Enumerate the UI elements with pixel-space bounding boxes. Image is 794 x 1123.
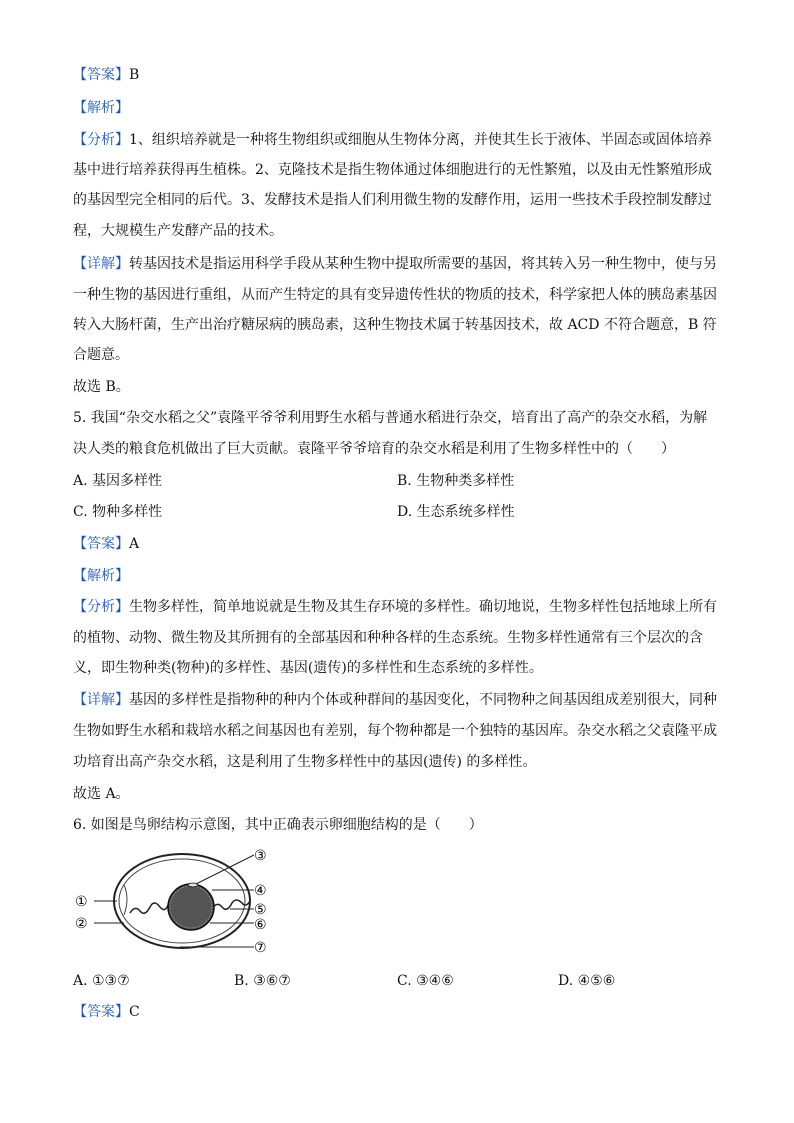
answer-tag: 【答案】: [73, 536, 129, 552]
fenxi-text: 生物多样性，简单地说就是生物及其生存环境的多样性。确切地说，生物多样性包括地球上所有: [129, 599, 717, 615]
answer-value: A: [129, 536, 140, 552]
q5-analysis-heading: [73, 566, 129, 586]
xiangjie-tag: 【详解】: [73, 692, 129, 708]
answer-value: C: [129, 1004, 140, 1020]
q4-fenxi-line-3: 的基因型完全相同的后代。3、发酵技术是指人们利用微生物的发酵作用，运用一些技术手段控制发酵过: [73, 192, 712, 208]
xiangjie-text: 转基因技术是指运用科学手段从某种生物中提取所需要的基因，将其转入另一种生物中，使与另: [129, 256, 717, 272]
q6-option-c: C. ③④⑥: [397, 973, 454, 989]
answer-tag: 【答案】: [73, 67, 129, 83]
q4-conclusion: 故选 B。: [73, 379, 130, 395]
q4-xiangjie-line-1: [73, 254, 717, 274]
q6-stem: 6. 如图是鸟卵结构示意图，其中正确表示卵细胞结构的是（ ）: [73, 817, 483, 833]
q4-analysis-heading: [73, 98, 129, 118]
label-1: ①: [75, 894, 88, 910]
q5-stem-line-1: 5. 我国“杂交水稻之父”袁隆平爷爷利用野生水稻与普通水稻进行杂交，培育出了高产的杂交水稻，为解: [73, 410, 708, 426]
q6-answer-line: [73, 1002, 140, 1022]
q5-fenxi-line-2: 的植物、动物、微生物及其所拥有的全部基因和种种各样的生态系统。生物多样性通常有三个层次的含: [73, 630, 703, 646]
fenxi-tag: 【分析】: [73, 132, 129, 148]
q4-xiangjie-line-3: 转入大肠杆菌，生产出治疗糖尿病的胰岛素，这种生物技术属于转基因技术，故 ACD 不符合题意，B 符: [73, 317, 717, 333]
q4-fenxi-line-4: 程，大规模生产发酵产品的技术。: [73, 223, 283, 239]
label-5: ⑤: [254, 902, 267, 918]
answer-value: B: [129, 67, 140, 83]
yolk: [168, 884, 214, 930]
label-4: ④: [254, 883, 267, 899]
label-2: ②: [75, 916, 88, 932]
q4-fenxi-line-1: [73, 130, 712, 150]
xiangjie-text: 基因的多样性是指物种的种内个体或种群间的基因变化，不同物种之间基因组成差别很大，同种: [129, 692, 717, 708]
analysis-tag: 【解析】: [73, 568, 129, 584]
q6-option-b: B. ③⑥⑦: [234, 973, 291, 989]
label-7: ⑦: [254, 940, 267, 953]
bird-egg-diagram: [70, 843, 280, 953]
q4-xiangjie-line-2: 一种生物的基因进行重组，从而产生特定的具有变异遗传性状的物质的技术，科学家把人体的胰岛素基因: [73, 287, 717, 303]
label-6: ⑥: [254, 917, 267, 933]
label-3: ③: [254, 848, 267, 864]
q5-conclusion: 故选 A。: [73, 786, 130, 802]
bird-egg-svg: [70, 843, 280, 953]
fenxi-text: 1、组织培养就是一种将生物组织或细胞从生物体分离，并使其生长于液体、半固态或固体培养: [129, 132, 712, 148]
q6-option-a: A. ①③⑦: [73, 973, 130, 989]
q4-fenxi-line-2: 基中进行培养获得再生植株。2、克隆技术是指生物体通过体细胞进行的无性繁殖，以及由无性繁殖形成: [73, 162, 712, 178]
q5-fenxi-line-1: [73, 597, 717, 617]
q5-option-c: C. 物种多样性: [73, 504, 163, 520]
fenxi-tag: 【分析】: [73, 599, 129, 615]
q5-xiangjie-line-3: 功培育出高产杂交水稻，这是利用了生物多样性中的基因(遗传) 的多样性。: [73, 754, 537, 770]
q5-option-b: B. 生物种类多样性: [397, 473, 515, 489]
q5-xiangjie-line-1: [73, 690, 717, 710]
q5-stem-line-2: 决人类的粮食危机做出了巨大贡献。袁隆平爷爷培育的杂交水稻是利用了生物多样性中的（ ）: [73, 441, 675, 457]
q5-option-d: D. 生态系统多样性: [397, 504, 515, 520]
analysis-tag: 【解析】: [73, 100, 129, 116]
answer-tag: 【答案】: [73, 1004, 129, 1020]
q5-fenxi-line-3: 义，即生物种类(物种)的多样性、基因(遗传)的多样性和生态系统的多样性。: [73, 660, 543, 676]
q5-option-a: A. 基因多样性: [73, 473, 163, 489]
xiangjie-tag: 【详解】: [73, 256, 129, 272]
q5-xiangjie-line-2: 生物如野生水稻和栽培水稻之间基因也有差别，每个物种都是一个独特的基因库。杂交水稻之父袁隆平成: [73, 723, 717, 739]
q6-option-d: D. ④⑤⑥: [558, 973, 616, 989]
q5-answer-line: [73, 534, 139, 554]
q4-answer-line: [73, 65, 139, 85]
q4-xiangjie-line-4: 合题意。: [73, 347, 129, 363]
